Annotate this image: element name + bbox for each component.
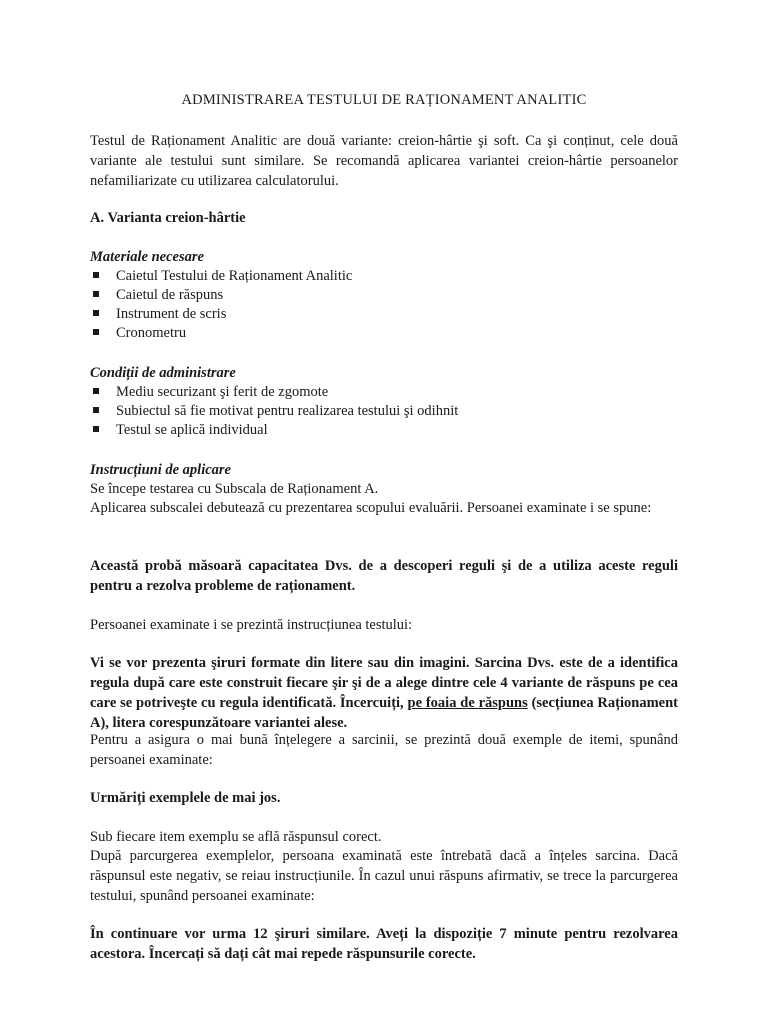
list-item: Caietul Testului de Raționament Analitic [90, 266, 352, 286]
test-instruction: Vi se vor prezenta şiruri formate din litere sau din imagini. Sarcina Dvs. este de a identifica regula după care este construit fiecare şir şi de a alege dintre cele 4 variante de răspuns pe cea care se potriveşte cu regula identificată. Încercuiți, pe foaia de răspuns (secțiunea Raționament A), litera corespunzătoare variantei alese. [90, 655, 678, 731]
list-item: Caietul de răspuns [90, 285, 223, 305]
list-item: Subiectul să fie motivat pentru realizarea testului şi odihnit [90, 401, 458, 421]
instructions-heading: Instrucțiuni de aplicare [90, 462, 231, 478]
materials-heading: Materiale necesare [90, 249, 204, 265]
instruction-line: Se începe testarea cu Subscala de Raționament A. [90, 481, 379, 497]
after-examples-paragraph: După parcurgerea exemplelor, persoana examinată este întrebată dacă a înțeles sarcina. Dacă răspunsul este negativ, se reiau instrucțiunile. În cazul unui răspuns afirmativ, se trece la parcurgerea testului, spunând persoanei examinate: [90, 848, 678, 904]
list-item: Cronometru [90, 323, 186, 343]
bullet-icon [93, 407, 99, 413]
bullet-icon [93, 310, 99, 316]
list-item: Instrument de scris [90, 304, 226, 324]
bullet-icon [93, 329, 99, 335]
instruction-paragraph: Aplicarea subscalei debutează cu prezentarea scopului evaluării. Persoanei examinate i se spune: [90, 500, 652, 516]
final-instruction: În continuare vor urma 12 şiruri similare. Aveți la dispoziție 7 minute pentru rezolvarea acestora. Încercați să dați cât mai repede răspunsurile corecte. [90, 926, 678, 962]
bullet-icon [93, 426, 99, 432]
list-item: Testul se aplică individual [90, 420, 268, 440]
section-a-heading: A. Varianta creion-hârtie [90, 210, 246, 226]
intro-paragraph: Testul de Raționament Analitic are două variante: creion-hârtie şi soft. Ca şi conținut, cele două variante ale testului sunt similare. Se recomandă aplicarea variantei creion-hârtie persoanelor nefamiliarizate cu utilizarea calculatorului. [90, 133, 678, 189]
examples-bold: Urmăriți exemplele de mai jos. [90, 790, 281, 806]
present-line: Persoanei examinate i se prezintă instrucțiunea testului: [90, 617, 413, 633]
goal-statement: Această probă măsoară capacitatea Dvs. de a descoperi reguli şi de a utiliza aceste reguli pentru a rezolva probleme de raționament. [90, 558, 678, 594]
bullet-icon [93, 388, 99, 394]
list-item: Mediu securizant şi ferit de zgomote [90, 382, 328, 402]
answer-note: Sub fiecare item exemplu se află răspunsul corect. [90, 829, 382, 845]
bullet-icon [93, 272, 99, 278]
examples-intro: Pentru a asigura o mai bună înțelegere a sarcinii, se prezintă două exemple de itemi, spunând persoanei examinate: [90, 732, 678, 768]
document-title: ADMINISTRAREA TESTULUI DE RAȚIONAMENT ANALITIC [181, 92, 587, 108]
answer-sheet-phrase: pe foaia de răspuns [407, 695, 528, 711]
conditions-heading: Condiții de administrare [90, 365, 236, 381]
bullet-icon [93, 291, 99, 297]
